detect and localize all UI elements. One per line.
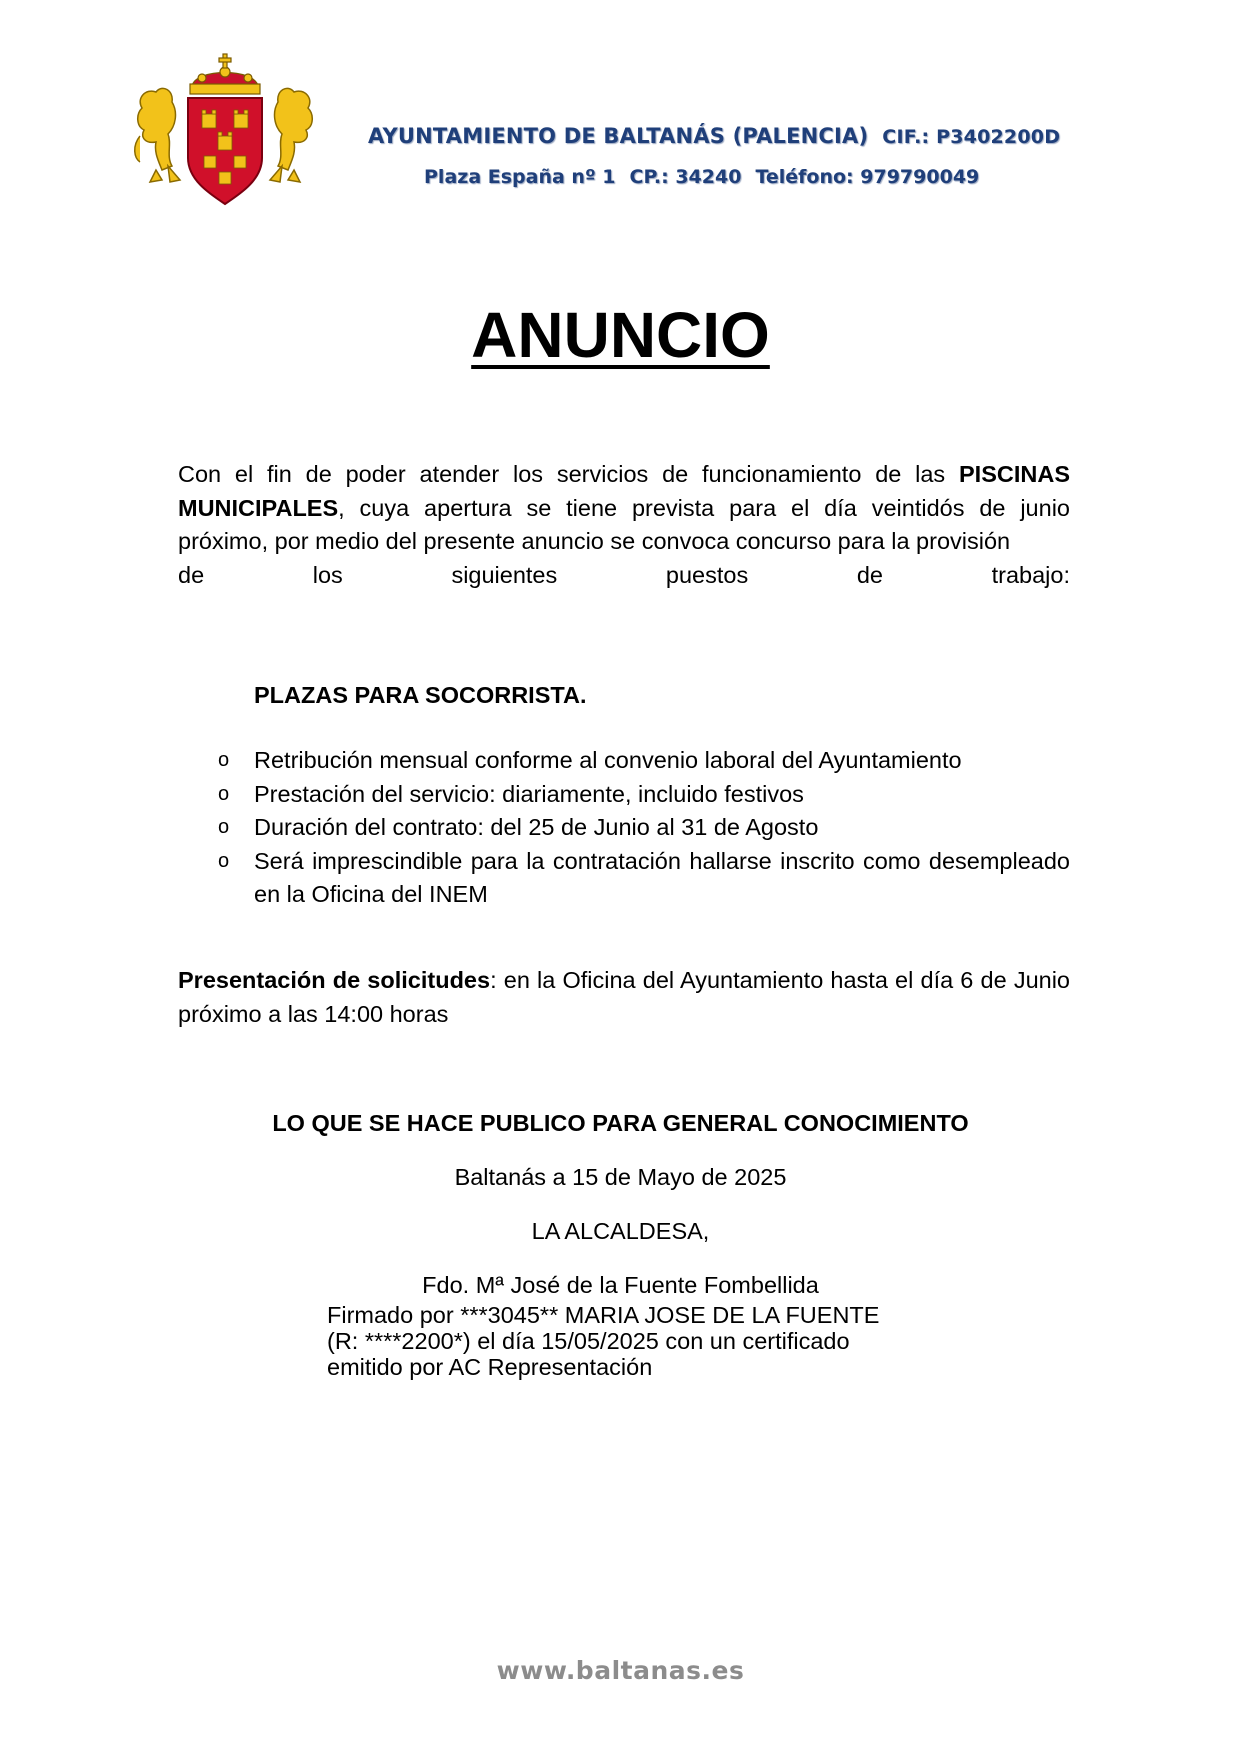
intro-text-1: Con el fin de poder atender los servicios de funcionamiento de las [178, 461, 959, 487]
bullet-icon: o [218, 849, 230, 872]
page-title: ANUNCIO [471, 299, 770, 371]
header-contact [424, 166, 993, 188]
list-item [218, 811, 1070, 845]
signature-line: (R: ****2200*) el día 15/05/2025 con un certificado [327, 1328, 850, 1354]
intro-word: de [856, 561, 883, 588]
requirement-text: Prestación del servicio: diariamente, incluido festivos [254, 780, 804, 807]
solicitudes-label: Presentación de solicitudes [178, 967, 491, 993]
coat-of-arms-logo [132, 48, 318, 208]
header-postal: CP.: 34240 [629, 166, 742, 188]
solicitudes-text: : en la Oficina del Ayuntamiento hasta el día 6 de Junio próximo a las 14:00 horas [178, 967, 1071, 1027]
bullet-icon: o [218, 816, 230, 838]
header-municipality [368, 124, 1060, 148]
requirement-text: Será imprescindible para la contratación hallarse inscrito como desempleado en la Oficina del INEM [254, 847, 1070, 907]
list-item [218, 778, 1070, 812]
list-item [218, 845, 1070, 912]
intro-word: de [178, 561, 205, 588]
intro-word: los [312, 561, 343, 588]
signature-line: emitido por AC Representación [327, 1354, 653, 1380]
requirements-list [218, 744, 1070, 912]
public-notice-line: LO QUE SE HACE PUBLICO PARA GENERAL CONOCIMIENTO [272, 1110, 969, 1136]
header-phone: Teléfono: 979790049 [755, 166, 980, 188]
intro-text-2: , cuya apertura se tiene prevista para el día veintidós de junio próximo, por medio del presente anuncio se convoca concurso para la provisión [178, 494, 1070, 554]
bullet-icon: o [218, 782, 230, 805]
intro-bold: PISCINAS MUNICIPALES [178, 461, 1070, 521]
intro-last-line [178, 559, 1070, 593]
requirement-text: Retribución mensual conforme al convenio laboral del Ayuntamiento [254, 747, 962, 773]
header-cif: CIF.: P3402200D [882, 126, 1061, 148]
intro-word: puestos [665, 561, 749, 588]
solicitudes-paragraph [178, 964, 1070, 1031]
intro-paragraph [178, 458, 1070, 592]
signer-name: Fdo. Mª José de la Fuente Fombellida [422, 1272, 819, 1298]
plazas-heading: PLAZAS PARA SOCORRISTA. [254, 682, 587, 708]
signature-line: Firmado por ***3045** MARIA JOSE DE LA FUENTE [327, 1302, 880, 1328]
footer-website: www.baltanas.es [496, 1656, 745, 1685]
intro-word: trabajo: [991, 561, 1070, 588]
date-line: Baltanás a 15 de Mayo de 2025 [454, 1164, 787, 1190]
header-name: AYUNTAMIENTO DE BALTANÁS (PALENCIA) [368, 124, 869, 148]
signer-role: LA ALCALDESA, [531, 1218, 710, 1244]
intro-word: siguientes [451, 561, 558, 588]
list-item [218, 744, 1070, 778]
requirement-text: Duración del contrato: del 25 de Junio al 31 de Agosto [254, 814, 819, 840]
bullet-icon: o [218, 749, 230, 771]
digital-signature-block [327, 1302, 947, 1380]
header-address: Plaza España nº 1 [424, 166, 616, 188]
